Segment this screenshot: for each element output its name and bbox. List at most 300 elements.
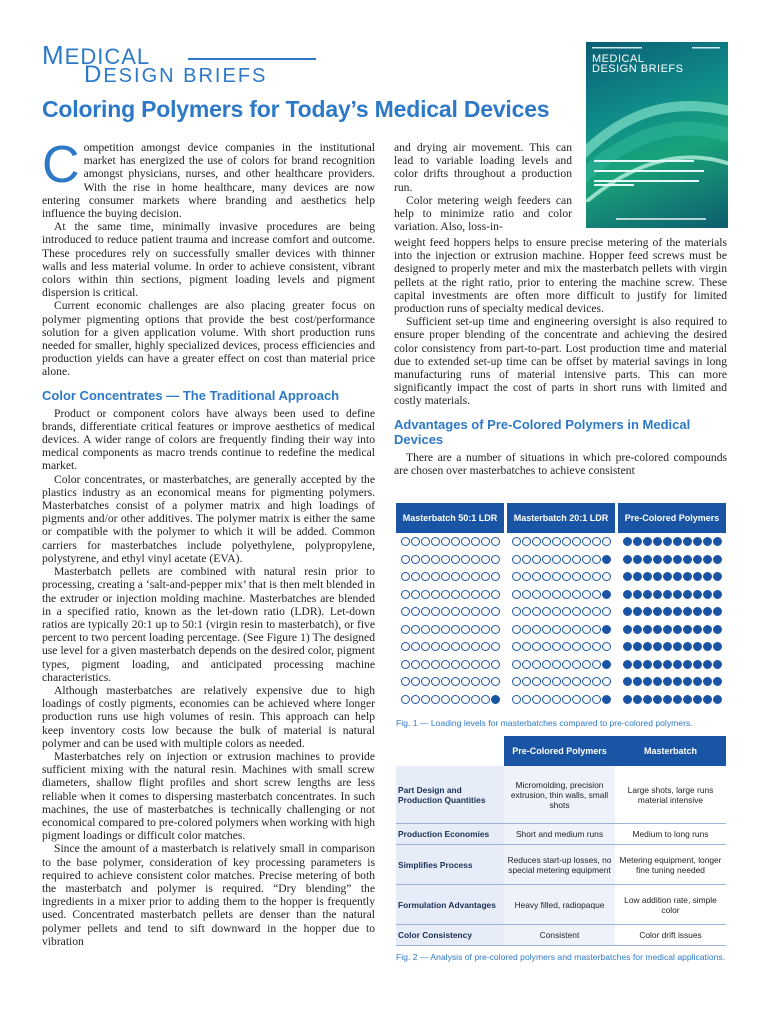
dot-row [396,640,504,654]
dot-natural [441,695,450,704]
dot-natural [421,607,430,616]
dot-natural [562,555,571,564]
dot-row [396,588,504,602]
dot-pigmented [623,625,632,634]
dot-natural [572,695,581,704]
dot-natural [431,660,440,669]
dot-pigmented [673,625,682,634]
table-row [396,925,726,946]
dot-natural [512,555,521,564]
dot-pigmented [703,572,712,581]
dot-natural [431,695,440,704]
dot-pigmented [653,695,662,704]
dot-natural [431,625,440,634]
figure-2-comparison-table [396,736,726,946]
dot-natural [512,642,521,651]
dot-pigmented [703,607,712,616]
dot-natural [552,677,561,686]
paragraph: Sufficient set-up time and engineering oversight is also required to ensure proper blending of the concentrate and achieving the desired color consistency from part-to-part. Lost production time and material due to extended set-up time can be offset by material savings in long manufacturing runs of material intensive parts. This can more significantly impact the cost of parts in short runs with limited and costly materials. [394,315,727,408]
dot-natural [592,642,601,651]
dot-natural [421,537,430,546]
dot-natural [582,537,591,546]
dot-pigmented [673,660,682,669]
dot-pigmented [633,642,642,651]
dot-pigmented [703,660,712,669]
dot-pigmented [693,625,702,634]
dot-natural [451,572,460,581]
dot-row [618,675,726,689]
dot-natural [572,625,581,634]
dot-natural [512,572,521,581]
dot-natural [542,607,551,616]
magazine-cover-image [586,42,728,228]
dot-natural [441,590,450,599]
dot-natural [461,607,470,616]
dot-natural [602,537,611,546]
dot-row [507,605,615,619]
dot-pigmented [643,677,652,686]
dot-natural [491,642,500,651]
dot-natural [481,677,490,686]
section-heading: Advantages of Pre-Colored Polymers in Medical Devices [394,416,691,447]
dot-pigmented [643,642,652,651]
dot-natural [441,537,450,546]
cover-headlines [594,158,714,198]
cell-pre-colored: Heavy filled, radiopaque [504,885,615,925]
masthead-logo [42,40,332,88]
text-column-right-top [394,141,572,233]
dot-natural [522,537,531,546]
dot-pigmented [703,537,712,546]
dot-natural [441,555,450,564]
dot-pigmented [633,555,642,564]
dot-row [507,675,615,689]
dot-natural [461,642,470,651]
cover-title: MEDICAL DESIGN BRIEFS [592,53,684,75]
dot-pigmented [602,625,611,634]
paragraph: Masterbatch pellets are combined with natural resin prior to processing, creating a ‘salt-and-pepper mix’ that is then melt blended in the extruder or injection molding machine. Masterbatches are blended in a specified ratio, known as the let-down ratio (LDR). Let-down ratios are typically 20:1 up to 50:1 (virgin resin to masterbatch), or five percent to two percent loading percentage. (See Figure 1) The designed use level for a given masterbatch depends on the desired color, pigment types, pigment loading, and anticipated processing machine characteristics. [42,565,375,684]
dot-pigmented [491,695,500,704]
dot-natural [461,625,470,634]
dot-natural [431,572,440,581]
cell-masterbatch: Low addition rate, simple color [615,885,726,925]
dot-row [618,605,726,619]
dot-pigmented [683,677,692,686]
dot-natural [512,660,521,669]
figure-1-caption: Fig. 1 — Loading levels for masterbatches compared to pre-colored polymers. [396,718,693,728]
comparison-table [396,736,726,946]
dot-natural [592,677,601,686]
dot-natural [401,555,410,564]
dot-natural [481,607,490,616]
dot-pigmented [683,555,692,564]
dot-row [507,623,615,637]
dot-natural [451,660,460,669]
dot-row [507,640,615,654]
dot-natural [522,590,531,599]
dot-natural [552,572,561,581]
dot-natural [451,607,460,616]
dot-natural [431,537,440,546]
dot-natural [491,660,500,669]
cover-top-bar [592,46,722,50]
article-title: Coloring Polymers for Today’s Medical Devices [42,96,550,122]
dot-row [618,623,726,637]
dot-pigmented [653,555,662,564]
dot-natural [411,677,420,686]
dot-natural [562,590,571,599]
paragraph: Product or component colors have always been used to define brands, differentiate critical features or improve aesthetics of medical devices. A wider range of colors are frequently finding their way into medical components as macro trends continue to redefine the medical market. [42,406,375,473]
dot-pigmented [623,607,632,616]
fig1-header-masterbatch-50: Masterbatch 50:1 LDR [396,503,504,533]
dot-natural [592,555,601,564]
dot-natural [562,572,571,581]
dot-pigmented [693,572,702,581]
dot-pigmented [663,572,672,581]
dot-pigmented [713,590,722,599]
dot-natural [592,695,601,704]
dot-natural [582,695,591,704]
dot-natural [421,590,430,599]
dot-pigmented [673,677,682,686]
dot-natural [582,572,591,581]
drop-cap: C [42,136,80,194]
dot-natural [582,607,591,616]
dot-natural [471,555,480,564]
dot-natural [542,677,551,686]
dot-natural [592,590,601,599]
dot-natural [542,572,551,581]
dot-row [396,605,504,619]
dot-pigmented [673,555,682,564]
dot-natural [522,572,531,581]
dot-pigmented [623,572,632,581]
fig1-dots-pre-colored [618,535,726,711]
dot-natural [542,537,551,546]
row-label: Formulation Advantages [396,885,504,925]
dot-pigmented [693,537,702,546]
fig1-header-pre-colored: Pre-Colored Polymers [618,503,726,533]
fig1-dots-masterbatch-20 [507,535,615,711]
table-row [396,824,726,845]
dot-pigmented [643,695,652,704]
dot-pigmented [623,555,632,564]
dot-natural [481,572,490,581]
dot-natural [491,625,500,634]
dot-natural [401,625,410,634]
dot-pigmented [693,607,702,616]
dot-pigmented [703,695,712,704]
dot-natural [441,660,450,669]
dot-natural [471,590,480,599]
dot-natural [562,607,571,616]
dot-pigmented [633,607,642,616]
dot-natural [451,642,460,651]
dot-natural [411,660,420,669]
dot-natural [562,537,571,546]
dot-row [396,570,504,584]
table-header-masterbatch: Masterbatch [615,736,726,766]
table-header-blank [396,736,504,766]
dot-row [618,640,726,654]
dot-row [507,553,615,567]
dot-pigmented [633,537,642,546]
dot-natural [411,625,420,634]
table-row [396,766,726,824]
dot-natural [401,642,410,651]
dot-pigmented [653,572,662,581]
dot-row [507,588,615,602]
dot-natural [431,555,440,564]
dot-natural [552,695,561,704]
dot-natural [411,537,420,546]
dot-natural [562,660,571,669]
dot-natural [532,555,541,564]
dot-natural [532,625,541,634]
dot-pigmented [693,642,702,651]
dot-natural [562,677,571,686]
dot-natural [491,572,500,581]
dot-natural [602,642,611,651]
dot-pigmented [683,537,692,546]
dot-pigmented [633,590,642,599]
dot-natural [592,537,601,546]
dot-row [618,693,726,707]
dot-natural [552,625,561,634]
dot-pigmented [653,537,662,546]
dot-natural [401,677,410,686]
dot-natural [431,607,440,616]
dot-natural [401,572,410,581]
dot-natural [471,607,480,616]
dot-pigmented [703,625,712,634]
dot-pigmented [713,572,722,581]
dot-natural [582,642,591,651]
dot-natural [592,572,601,581]
dot-row [507,658,615,672]
dot-natural [491,590,500,599]
dot-pigmented [643,572,652,581]
row-label: Production Economies [396,824,504,845]
dot-natural [421,642,430,651]
paragraph: Although masterbatches are relatively expensive due to high loadings of costly pigments, economies can be achieved where longer production runs use high volumes of resin. This approach can help keep inventory costs low because the bulk of material is natural polymer and can be used with multiple colors as needed. [42,683,375,750]
dot-pigmented [633,625,642,634]
dot-pigmented [653,677,662,686]
dot-row [507,570,615,584]
dot-natural [532,590,541,599]
dot-natural [542,642,551,651]
dot-natural [542,695,551,704]
dot-natural [481,660,490,669]
table-header-pre-colored: Pre-Colored Polymers [504,736,615,766]
dot-natural [582,555,591,564]
dot-natural [572,555,581,564]
cell-masterbatch: Medium to long runs [615,824,726,845]
dot-natural [411,607,420,616]
dot-pigmented [643,590,652,599]
dot-natural [421,572,430,581]
dot-natural [401,607,410,616]
dot-natural [572,660,581,669]
dot-pigmented [683,607,692,616]
dot-natural [512,695,521,704]
dot-pigmented [653,590,662,599]
dot-pigmented [663,537,672,546]
dot-pigmented [673,607,682,616]
dot-pigmented [643,537,652,546]
dot-pigmented [602,555,611,564]
row-label: Simplifies Process [396,845,504,885]
dot-natural [572,537,581,546]
dot-pigmented [663,625,672,634]
dot-pigmented [703,642,712,651]
dot-pigmented [653,607,662,616]
text-column-left [42,136,375,948]
dot-pigmented [602,660,611,669]
dot-pigmented [693,660,702,669]
dot-natural [441,642,450,651]
dot-natural [431,590,440,599]
paragraph: weight feed hoppers helps to ensure precise metering of the materials into the injection or extrusion machine. Hopper feed screws must be designed to properly meter and mix the masterbatch pellets with virgin pellets at the right ratio, prior to entering the machine screw. These capital investments are often more difficult to justify for limited production runs of specialty medical devices. [394,236,727,316]
text-column-right [394,236,727,477]
dot-natural [552,607,561,616]
dot-pigmented [673,642,682,651]
dot-natural [532,660,541,669]
dot-natural [411,642,420,651]
dot-pigmented [683,642,692,651]
dot-pigmented [663,695,672,704]
dot-natural [512,607,521,616]
dot-natural [491,537,500,546]
dot-natural [582,677,591,686]
dot-natural [522,660,531,669]
dot-natural [512,625,521,634]
dot-natural [572,642,581,651]
dot-pigmented [653,642,662,651]
dot-pigmented [623,677,632,686]
dot-pigmented [713,537,722,546]
dot-pigmented [663,607,672,616]
dot-natural [421,660,430,669]
dot-natural [552,590,561,599]
dot-natural [542,555,551,564]
dot-natural [461,572,470,581]
dot-pigmented [693,695,702,704]
dot-natural [451,537,460,546]
masthead-design-briefs: DESIGN BRIEFS [84,61,268,88]
dot-pigmented [713,607,722,616]
dot-natural [441,607,450,616]
fig1-header-masterbatch-20: Masterbatch 20:1 LDR [507,503,615,533]
dot-row [618,588,726,602]
table-row [396,845,726,885]
dot-natural [572,677,581,686]
dot-natural [572,590,581,599]
dot-natural [461,537,470,546]
dot-pigmented [663,555,672,564]
fig1-dots-masterbatch-50 [396,535,504,711]
dot-natural [411,695,420,704]
dot-pigmented [633,660,642,669]
dot-row [396,675,504,689]
dot-natural [532,537,541,546]
dot-pigmented [623,660,632,669]
dot-natural [451,625,460,634]
dot-pigmented [693,590,702,599]
dot-natural [471,537,480,546]
dot-natural [522,555,531,564]
dot-row [618,553,726,567]
dot-natural [542,590,551,599]
dot-natural [582,590,591,599]
row-label: Color Consistency [396,925,504,946]
dot-pigmented [643,555,652,564]
dot-natural [421,555,430,564]
figure-1-loading-levels [396,503,726,713]
dot-pigmented [663,590,672,599]
dot-natural [532,607,541,616]
dot-natural [552,537,561,546]
dot-natural [421,677,430,686]
dot-natural [562,642,571,651]
dot-row [396,658,504,672]
dot-natural [471,677,480,686]
dot-natural [562,625,571,634]
cell-masterbatch: Color drift issues [615,925,726,946]
dot-natural [431,642,440,651]
dot-natural [562,695,571,704]
dot-pigmented [663,660,672,669]
dot-row [396,535,504,549]
paragraph: There are a number of situations in which pre-colored compounds are chosen over masterbatches to achieve consistent [394,450,727,477]
figure-2-caption: Fig. 2 — Analysis of pre-colored polymers and masterbatches for medical applications. [396,952,726,962]
dot-natural [481,555,490,564]
dot-pigmented [713,625,722,634]
dot-natural [552,642,561,651]
row-label: Part Design and Production Quantities [396,766,504,824]
paragraph: Since the amount of a masterbatch is relatively small in comparison to the base polymer, consideration of key processing parameters is required to achieve consistent color matches. Precise metering of both the masterbatch and polymer is required. “Dry blending” the ingredients in a mixer prior to adding them to the hopper is frequently used. Concentrated masterbatch pellets are denser than the natural polymer pellets and tend to sift downward in the hopper due to vibration [42,842,375,948]
cell-masterbatch: Large shots, large runs material intensive [615,766,726,824]
dot-natural [522,695,531,704]
dot-natural [461,590,470,599]
masthead-medical: MEDICAL [42,40,151,70]
dot-pigmented [683,590,692,599]
dot-natural [602,572,611,581]
dot-pigmented [693,555,702,564]
dot-pigmented [713,555,722,564]
dot-natural [471,695,480,704]
dot-row [618,570,726,584]
dot-pigmented [623,590,632,599]
dot-natural [421,695,430,704]
dot-natural [411,555,420,564]
masthead-rule [188,58,316,60]
dot-natural [441,572,450,581]
dot-row [396,693,504,707]
dot-natural [461,555,470,564]
dot-pigmented [602,590,611,599]
dot-pigmented [713,642,722,651]
dot-natural [461,677,470,686]
cell-pre-colored: Consistent [504,925,615,946]
dot-pigmented [673,537,682,546]
dot-natural [532,642,541,651]
dot-natural [481,642,490,651]
dot-natural [401,537,410,546]
dot-natural [421,625,430,634]
dot-pigmented [643,660,652,669]
cell-pre-colored: Micromolding, precision extrusion, thin walls, small shots [504,766,615,824]
